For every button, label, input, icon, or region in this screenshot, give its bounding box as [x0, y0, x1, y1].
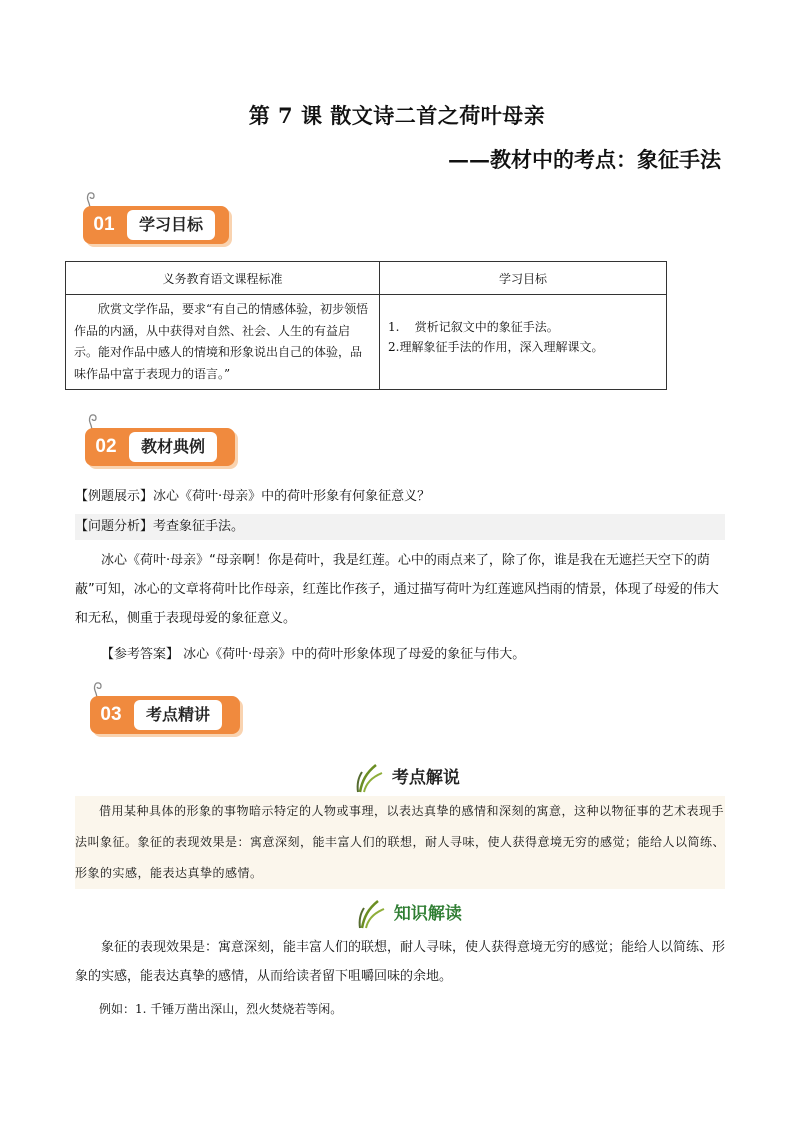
- lesson-subtitle: ——教材中的考点：象征手法: [448, 147, 721, 172]
- learning-goals-cell: [380, 295, 667, 390]
- goal-table: [65, 261, 667, 390]
- section-label: 教材典例: [129, 432, 217, 462]
- section-number: 02: [95, 436, 117, 457]
- kaodian-heading: [354, 763, 460, 793]
- kaodian-text: 借用某种具体的形象的事物暗示特定的人物或事理，以表达真挚的感情和深刻的寓意，这种以物征事的艺术表现手法叫象征。象征的表现效果是：寓意深刻，能丰富人们的联想，耐人寻味，使人获得意境无穷的感觉；能给人以简练、形象的实感，能表达真挚的感情。: [75, 796, 725, 889]
- section-label: 学习目标: [127, 210, 215, 240]
- zhishi-heading-text: 知识解读: [393, 904, 462, 924]
- kaodian-heading-text: 考点解说: [391, 768, 460, 788]
- curriculum-standard-cell: 欣赏文学作品，要求“有自己的情感体验，初步领悟作品的内涵，从中获得对自然、社会、人生的有益启示。能对作品中感人的情境和形象说出自己的体验，品味作品中富于表现力的语言。”: [66, 295, 380, 390]
- section-badge-02: [85, 424, 240, 468]
- analysis-body: 冰心《荷叶·母亲》“母亲啊！你是荷叶，我是红莲。心中的雨点来了，除了你，谁是我在无遮拦天空下的荫蔽”可知，冰心的文章将荷叶比作母亲，红莲比作孩子，通过描写荷叶为红莲遮风挡雨的情景，体现了母爱的伟大和无私，侧重于表现母爱的象征意义。: [75, 553, 719, 626]
- section-badge-03: [90, 692, 245, 736]
- section-number: 03: [100, 704, 122, 725]
- table-header: 学习目标: [380, 262, 667, 295]
- grass-icon: [356, 899, 388, 929]
- section-badge-01: [83, 202, 233, 246]
- zhishi-text: 象征的表现效果是：寓意深刻，能丰富人们的联想，耐人寻味，使人获得意境无穷的感觉；能给人以简练、形象的实感，能表达真挚的感情，从而给读者留下咀嚼回味的余地。: [75, 940, 726, 984]
- section-number: 01: [93, 214, 115, 235]
- goal-item: 1. 赏析记叙文中的象征手法。: [388, 320, 559, 334]
- lesson-title: 第 7 课 散文诗二首之荷叶母亲: [248, 103, 546, 128]
- example-question: 【例题展示】冰心《荷叶·母亲》中的荷叶形象有何象征意义？: [75, 489, 431, 504]
- grass-icon: [354, 763, 386, 793]
- section-label: 考点精讲: [134, 700, 222, 730]
- goal-item: 2.理解象征手法的作用，深入理解课文。: [388, 340, 604, 354]
- problem-analysis: 【问题分析】考查象征手法。: [75, 514, 725, 540]
- reference-answer: 【参考答案】 冰心《荷叶·母亲》中的荷叶形象体现了母爱的象征与伟大。: [101, 647, 526, 662]
- table-header: 义务教育语文课程标准: [66, 262, 380, 295]
- zhishi-heading: [356, 899, 462, 929]
- zhishi-example: 例如：1. 千锤万凿出深山，烈火焚烧若等闲。: [99, 1002, 343, 1016]
